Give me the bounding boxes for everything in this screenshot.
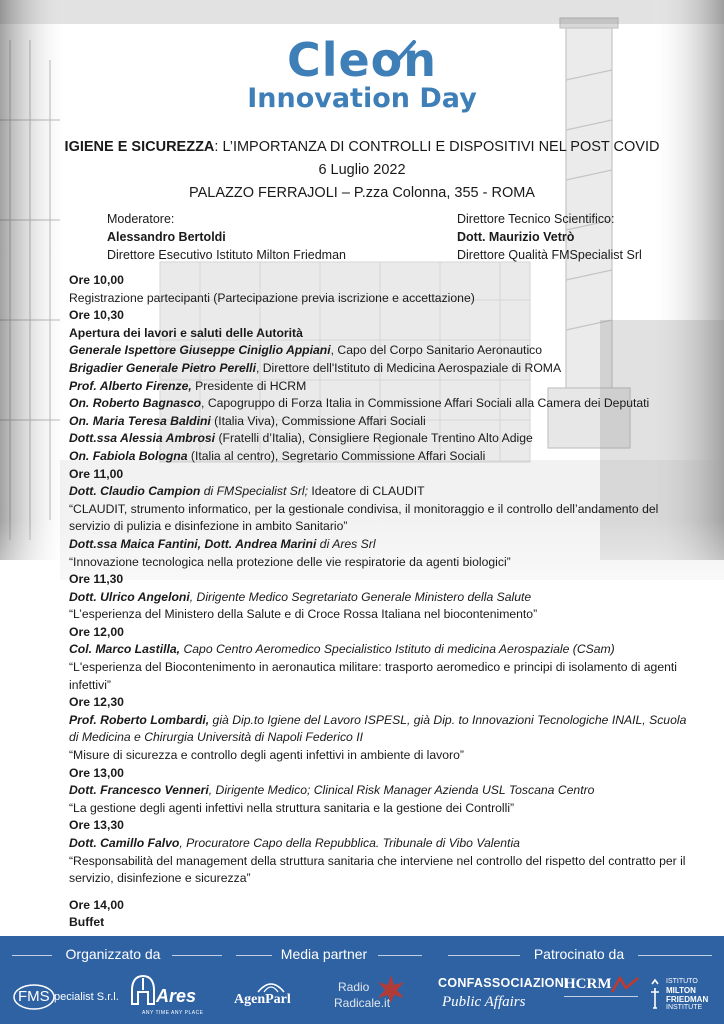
registration-note: Registrazione partecipanti (Partecipazione previa iscrizione e accettazione)	[69, 290, 475, 305]
spacer	[69, 888, 689, 897]
hcrm-swoosh-icon	[610, 976, 640, 994]
talk-title: “Misure di sicurezza e controllo degli agenti infettivi in ambiente di lavoro”	[69, 748, 464, 763]
moderator-block	[107, 210, 346, 264]
speaker-role: di Ares Srl	[316, 536, 376, 551]
speaker-line	[69, 589, 689, 607]
speaker-role: Capo Centro Aeromedico Specialistico Istituto di medicina Aerospaziale (CSam)	[180, 642, 615, 657]
program-schedule	[69, 272, 689, 932]
talk-title: “Responsabilità del management della struttura sanitaria che interviene nel controllo del rispetto del contratto per il servizio, disinfezione e sicurezza”	[69, 853, 686, 886]
speaker-line	[69, 413, 689, 431]
speaker-role: (Italia al centro), Segretario Commissione Affari Sociali	[187, 448, 486, 463]
ares-wordmark: Ares	[156, 986, 197, 1006]
moderator-role: Direttore Esecutivo Istituto Milton Friedman	[107, 248, 346, 262]
sponsored-by-heading: Patrocinato da	[533, 946, 625, 962]
divider	[236, 955, 272, 956]
speaker-line	[69, 378, 689, 396]
event-title	[0, 136, 724, 159]
buffet-label: Buffet	[69, 915, 105, 930]
event-logo	[0, 33, 724, 114]
speaker-line	[69, 712, 689, 747]
talk-title: “La gestione degli agenti infettivi nella struttura sanitaria e la gestione dei Controlli”	[69, 800, 515, 815]
speaker-name: Dott. Francesco Venneri	[69, 783, 209, 798]
helmet-icon	[130, 974, 156, 1008]
time-slot: Ore 14,00	[69, 897, 124, 912]
talk-title: “Innovazione tecnologica nella protezione delle vie respiratorie da agenti biologici”	[69, 554, 511, 569]
time-slot: Ore 10,30	[69, 308, 124, 323]
public-affairs-label: Public Affairs	[442, 994, 526, 1010]
time-slot: Ore 13,30	[69, 818, 124, 833]
event-title-rest: : L’IMPORTANZA DI CONTROLLI E DISPOSITIVI NEL POST COVID	[214, 139, 660, 155]
milton-friedman-logo	[648, 972, 718, 1018]
time-slot: Ore 12,00	[69, 624, 124, 639]
ares-tagline: ANY TIME ANY PLACE	[142, 1010, 204, 1016]
speaker-name: Dott. Camillo Falvo	[69, 836, 180, 850]
liberty-statue-icon	[648, 978, 662, 1010]
time-slot: Ore 11,00	[69, 466, 124, 481]
director-name: Dott. Maurizio Vetrò	[457, 230, 575, 244]
hcrm-logo	[564, 976, 644, 1016]
media-partner-heading: Media partner	[280, 946, 368, 962]
imf-line-4: INSTITUTE	[666, 1004, 703, 1011]
speaker-name: Prof. Roberto Lombardi,	[69, 712, 210, 727]
event-venue: PALAZZO FERRAJOLI – P.zza Colonna, 355 - ROMA	[189, 185, 535, 201]
fms-mark: FMS	[18, 988, 50, 1005]
imf-line-1: ISTITUTO	[666, 978, 698, 985]
ares-logo	[130, 972, 210, 1020]
hcrm-wordmark: HCRM	[564, 976, 612, 992]
speaker-line	[69, 448, 689, 466]
radio-radicale-logo	[330, 974, 426, 1018]
divider	[12, 955, 52, 956]
speaker-line	[69, 342, 689, 360]
speaker-name: Dott. Ulrico Angeloni	[69, 589, 190, 604]
confassociazioni-logo	[438, 974, 568, 1018]
speaker-line	[69, 536, 689, 554]
speaker-role: già Dip.to Igiene del Lavoro ISPESL, già Dip. to Innovazioni Tecnologiche INAIL, Scuola di Medicina e Chirurgia Università di Napoli Federico II	[69, 712, 687, 745]
talk-title: “CLAUDIT, strumento informatico, per la gestionale condivisa, il monitoraggio e il controllo dell’andamento del servizio di pulizia e disinfezione in ambito Sanitario”	[69, 501, 659, 534]
speaker-name: Dott.ssa Maica Fantini, Dott. Andrea Marini	[69, 536, 317, 551]
speaker-role: (Fratelli d’Italia), Consigliere Regionale Trentino Alto Adige	[215, 431, 533, 446]
speaker-name: Prof. Alberto Firenze,	[69, 378, 192, 393]
speaker-line	[69, 782, 689, 800]
speaker-role: , Dirigente Medico Segretariato Generale Ministero della Salute	[189, 589, 532, 604]
logo-wordmark: Cleon	[286, 33, 438, 87]
sponsor-footer	[0, 936, 724, 1024]
agenparl-wordmark: AgenParl	[234, 992, 291, 1007]
organized-by-heading: Organizzato da	[65, 946, 161, 962]
speaker-line	[69, 483, 689, 501]
speaker-role: , Dirigente Medico; Clinical Risk Manager Azienda USL Toscana Centro	[208, 783, 595, 798]
speaker-role: di FMSpecialist Srl;	[200, 484, 309, 499]
speaker-name: Dott.ssa Alessia Ambrosi	[69, 431, 216, 446]
confassociazioni-wordmark: CONFASSOCIAZIONI	[438, 976, 568, 990]
talk-title: “L'esperienza del Biocontenimento in aeronautica militare: trasporto aeromedico e principi di isolamento di agenti infettivi”	[69, 660, 677, 692]
speaker-line	[69, 835, 689, 853]
speaker-line	[69, 360, 689, 378]
speaker-role: , Procuratore Capo della Repubblica. Tribunale di Vibo Valentia	[179, 836, 520, 850]
checkmark-icon	[384, 38, 418, 68]
speaker-role: , Capogruppo di Forza Italia in Commissione Affari Sociali alla Camera dei Deputati	[201, 396, 650, 411]
fms-wordmark: pecialist S.r.l.	[54, 991, 119, 1003]
speaker-extra: Ideatore di CLAUDIT	[308, 484, 425, 499]
imf-line-3: FRIEDMAN	[666, 995, 709, 1004]
talk-title: “L’esperienza del Ministero della Salute e di Croce Rossa Italiana nel biocontenimento”	[69, 607, 538, 622]
moderator-label: Moderatore:	[107, 212, 175, 226]
time-slot: Ore 12,30	[69, 695, 124, 710]
speaker-name: On. Maria Teresa Baldini	[69, 413, 211, 428]
speaker-name: On. Roberto Bagnasco	[69, 396, 202, 411]
event-title-bold: IGIENE E SICUREZZA	[64, 139, 215, 155]
director-role: Direttore Qualità FMSpecialist Srl	[457, 248, 642, 262]
speaker-role: Presidente di HCRM	[191, 378, 307, 393]
moderator-name: Alessandro Bertoldi	[107, 230, 226, 244]
divider	[638, 955, 712, 956]
divider	[172, 955, 222, 956]
session-title: Apertura dei lavori e saluti delle Autorità	[69, 325, 303, 340]
divider	[448, 955, 520, 956]
time-slot: Ore 10,00	[69, 273, 124, 287]
radicale-label: Radicale.it	[334, 996, 391, 1010]
time-slot: Ore 11,30	[69, 572, 124, 587]
speaker-name: Col. Marco Lastilla,	[69, 642, 181, 657]
agenparl-logo	[232, 978, 310, 1014]
speaker-role: , Direttore dell'Istituto di Medicina Aerospaziale di ROMA	[255, 360, 562, 375]
speaker-name: Dott. Claudio Campion	[69, 484, 201, 499]
director-block	[457, 210, 642, 264]
speaker-line	[69, 641, 689, 659]
speaker-role: , Capo del Corpo Sanitario Aeronautico	[330, 343, 543, 358]
fmspecialist-logo	[12, 982, 124, 1012]
speaker-name: Brigadier Generale Pietro Perelli	[69, 360, 256, 375]
event-date: 6 Luglio 2022	[318, 162, 406, 178]
divider	[378, 955, 422, 956]
logo-subtitle: Innovation Day	[247, 83, 477, 114]
speaker-line	[69, 395, 689, 413]
radio-label: Radio	[338, 980, 370, 994]
speaker-line	[69, 430, 689, 448]
speaker-name: Generale Ispettore Giuseppe Ciniglio Appiani	[69, 343, 331, 358]
director-label: Direttore Tecnico Scientifico:	[457, 212, 615, 226]
speaker-role: (Italia Viva), Commissione Affari Sociali	[210, 413, 426, 428]
imf-line-2: MILTON	[666, 986, 696, 995]
event-header	[0, 136, 724, 205]
hcrm-underline	[564, 996, 638, 997]
time-slot: Ore 13,00	[69, 765, 124, 780]
speaker-name: On. Fabiola Bologna	[69, 448, 188, 463]
